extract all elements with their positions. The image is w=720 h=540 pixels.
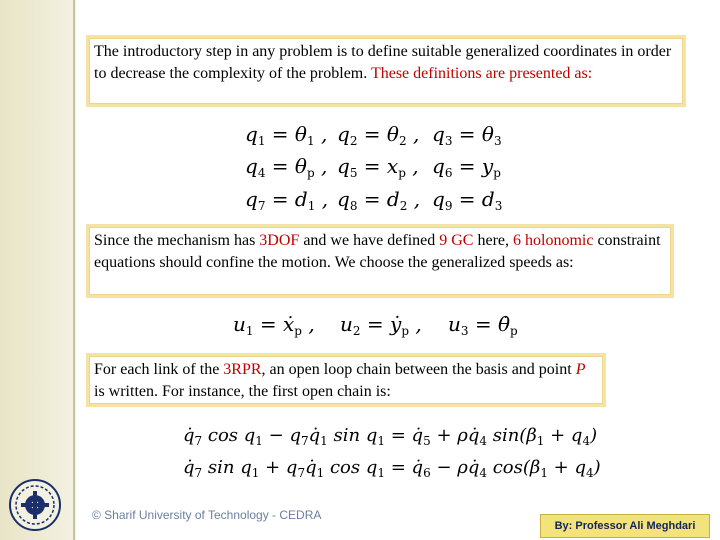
author-badge: By: Professor Ali Meghdari — [540, 514, 710, 538]
chain-text-2: , an open loop chain between the basis and point — [261, 361, 576, 378]
equation-q8: $q_8 = d_2$ , — [337, 187, 421, 213]
equation-q9: $q_9 = d_3$ — [432, 187, 503, 213]
chain-highlight-point-p: P — [575, 361, 586, 378]
intro-text: The introductory step in any problem is to define suitable generalized coordinates in order to decrease the complexity of the problem. — [94, 43, 672, 82]
dof-text-1: Since the mechanism has — [94, 232, 260, 249]
equation-q6: $q_6 = y_p$ — [432, 154, 501, 180]
equation-u2: $u_2$ = ẏ$_p$ , — [340, 312, 422, 338]
equation-q5: $q_5 = x_p$ , — [337, 154, 419, 180]
dof-text-4: constraint equations should confine the motion. We choose the generalized speeds as: — [94, 232, 661, 271]
dof-highlight-9gc: 9 GC — [439, 232, 474, 249]
intro-text-highlight: These definitions are presented as: — [370, 65, 593, 82]
dof-text-3: here, — [473, 232, 514, 249]
equation-q7: $q_7 = d_1$ , — [245, 187, 329, 213]
decorative-sidebar — [0, 0, 76, 540]
dof-text-2: and we have defined — [299, 232, 440, 249]
chain-text-1: For each link of the — [94, 361, 224, 378]
equation-q4: $q_4 = \theta_p$ , — [245, 154, 328, 180]
equation-q1: $q_1 = \theta_1$ , — [245, 122, 328, 148]
intro-text-box — [86, 35, 686, 107]
dof-highlight-holonomic: 6 holonomic — [513, 232, 594, 249]
copyright-text: © Sharif University of Technology - CEDRA — [92, 508, 322, 522]
chain-text-3: is written. For instance, the first open chain is: — [94, 383, 391, 400]
dof-text-box — [86, 224, 674, 298]
sidebar-divider — [73, 0, 75, 540]
equation-u1: $u_1$ = ẋ$_p$ , — [233, 312, 315, 338]
dof-highlight-3dof: 3DOF — [259, 232, 300, 249]
chain-equation-1: $q̇_7$ $\cos q_1$ − $q_7q̇_1$ $\sin q_1$ = $q̇_5$ + $\rho q̇_4$ $\sin(\beta_1 + q_4)$ — [183, 425, 598, 448]
chain-highlight-3rpr: 3RPR — [223, 361, 262, 378]
equation-q2: $q_2 = \theta_2$ , — [337, 122, 420, 148]
equation-q3: $q_3 = \theta_3$ — [432, 122, 502, 148]
university-logo-icon — [8, 478, 62, 532]
chain-equation-2: $q̇_7$ $\sin q_1$ + $q_7q̇_1$ $\cos q_1$ = $q̇_6$ − $\rho q̇_4$ $\cos(\beta_1 + q_4)$ — [183, 457, 601, 480]
equation-u3: $u_3$ = $\thetȧ_p$ — [448, 312, 518, 338]
chain-text-box — [86, 353, 606, 407]
